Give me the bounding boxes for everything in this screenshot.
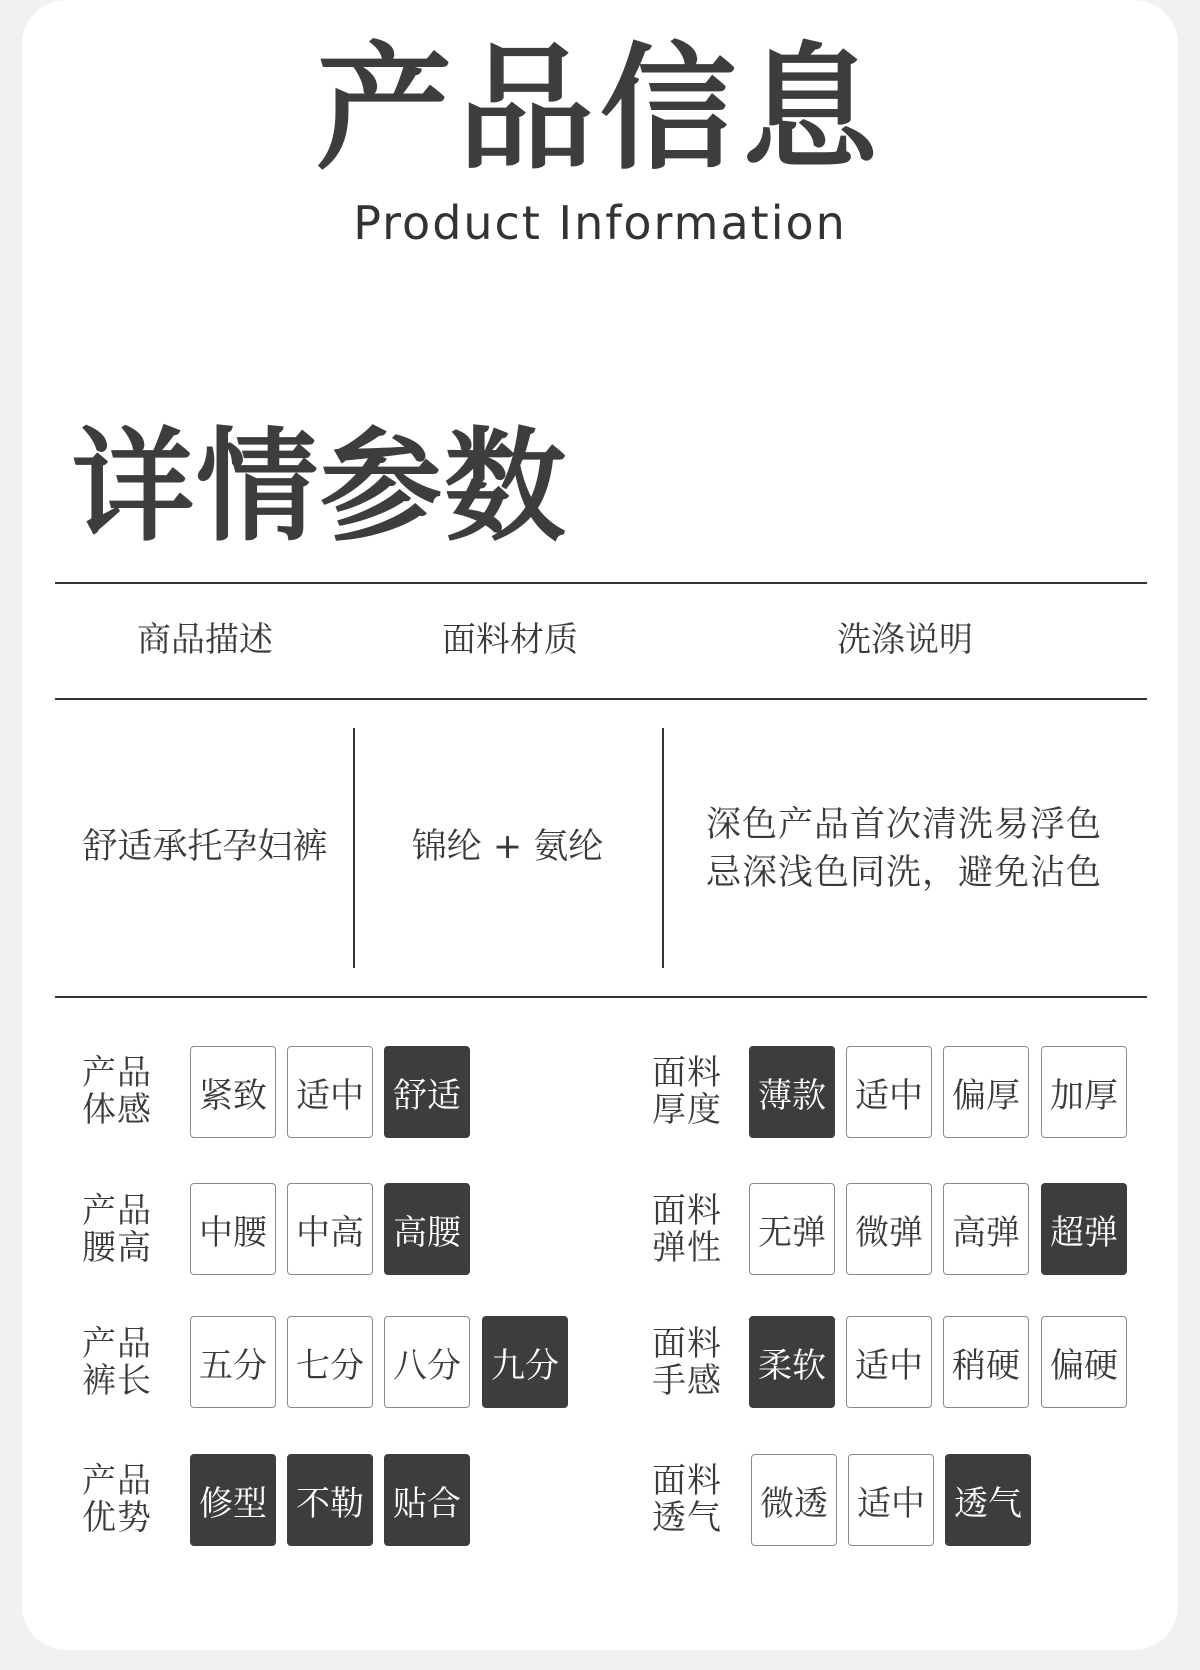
attr-label-line: 面料 [652,1461,722,1501]
attr-label-advantage [82,1463,162,1537]
page-subtitle: Product Information [353,196,847,250]
option-chip: 适中 [846,1316,932,1408]
column-divider [353,728,355,968]
attr-label-breathability [652,1463,732,1537]
attr-label-line: 弹性 [652,1228,722,1268]
attr-label-line: 产品 [82,1191,152,1231]
attr-label-line: 产品 [82,1053,152,1093]
column-header-material: 面料材质 [442,620,578,660]
attr-label-line: 手感 [652,1361,722,1401]
attr-label-line: 优势 [82,1498,152,1538]
section-title: 详情参数 [72,416,568,558]
option-chip: 中高 [287,1183,373,1275]
description-value: 舒适承托孕妇裤 [82,827,328,867]
washing-line-1: 深色产品首次清洗易浮色 [706,805,1103,845]
attr-label-line: 产品 [82,1324,152,1364]
column-header-description: 商品描述 [137,620,273,660]
option-chip: 无弹 [749,1183,835,1275]
column-divider [662,728,664,968]
option-chip: 偏硬 [1041,1316,1127,1408]
option-chip-selected: 薄款 [749,1046,835,1138]
option-chip: 加厚 [1041,1046,1127,1138]
option-chip: 微弹 [846,1183,932,1275]
washing-line-2: 忌深浅色同洗，避免沾色 [706,853,1103,893]
option-chip-selected: 不勒 [287,1454,373,1546]
attr-label-line: 面料 [652,1053,722,1093]
option-chip: 高弹 [943,1183,1029,1275]
attr-label-line: 产品 [82,1461,152,1501]
attr-label-line: 面料 [652,1191,722,1231]
attr-label-line: 透气 [652,1498,722,1538]
option-chip: 适中 [848,1454,934,1546]
attr-label-feel [652,1326,732,1400]
option-chip: 适中 [846,1046,932,1138]
material-value: 锦纶 + 氨纶 [411,827,604,867]
attr-label-line: 体感 [82,1090,152,1130]
attr-label-waist [82,1193,162,1267]
option-chip: 适中 [287,1046,373,1138]
page-title: 产品信息 [316,31,884,189]
option-chip-selected: 高腰 [384,1183,470,1275]
column-header-washing: 洗涤说明 [837,620,973,660]
option-chip-selected: 超弹 [1041,1183,1127,1275]
attr-label-length [82,1326,162,1400]
option-chip: 偏厚 [943,1046,1029,1138]
attr-label-fit [82,1055,162,1129]
option-chip: 紧致 [190,1046,276,1138]
option-chip: 五分 [190,1316,276,1408]
divider [55,582,1147,584]
attr-label-elasticity [652,1193,732,1267]
option-chip-selected: 九分 [482,1316,568,1408]
divider [55,698,1147,700]
divider [55,996,1147,998]
option-chip: 微透 [751,1454,837,1546]
attr-label-line: 厚度 [652,1090,722,1130]
option-chip-selected: 透气 [945,1454,1031,1546]
option-chip-selected: 柔软 [749,1316,835,1408]
option-chip-selected: 舒适 [384,1046,470,1138]
option-chip-selected: 贴合 [384,1454,470,1546]
attr-label-line: 裤长 [82,1361,152,1401]
attr-label-thickness [652,1055,732,1129]
option-chip: 七分 [287,1316,373,1408]
option-chip: 稍硬 [943,1316,1029,1408]
attr-label-line: 腰高 [82,1228,152,1268]
attr-label-line: 面料 [652,1324,722,1364]
option-chip: 中腰 [190,1183,276,1275]
option-chip-selected: 修型 [190,1454,276,1546]
option-chip: 八分 [384,1316,470,1408]
